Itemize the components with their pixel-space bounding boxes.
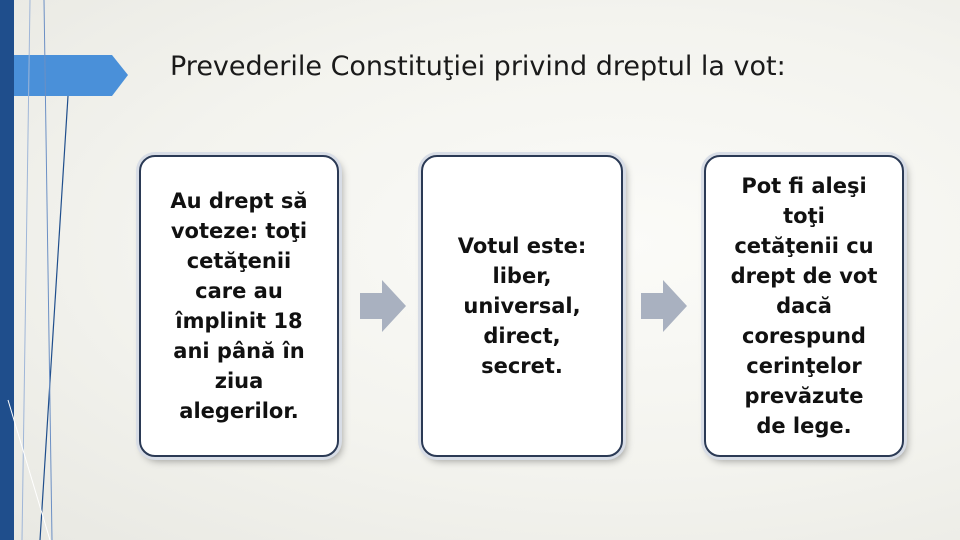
step-box-1-text: Au drept să voteze: toţi cetăţenii care au împlinit 18 ani până în ziua alegerilor. [170,189,308,423]
top-blue-pointer [14,55,128,96]
step-box-3-text: Pot fi aleşi toţi cetăţenii cu drept de vot dacă corespund cerinţelor prevăzute de lege. [730,174,878,438]
right-arrow-icon [641,280,687,332]
step-box-2-text: Votul este: liber, universal, direct, secret. [457,234,587,378]
right-arrow-icon [360,280,406,332]
decor-line-1 [40,96,68,540]
left-blue-bar [0,0,14,540]
decorative-side-stripes [0,0,140,540]
step-box-1 [139,155,339,457]
slide-title: Prevederile Constituţiei privind dreptul la vot: [170,51,786,82]
step-box-2 [421,155,623,457]
decor-line-4 [8,400,50,540]
step-box-3 [704,155,904,457]
